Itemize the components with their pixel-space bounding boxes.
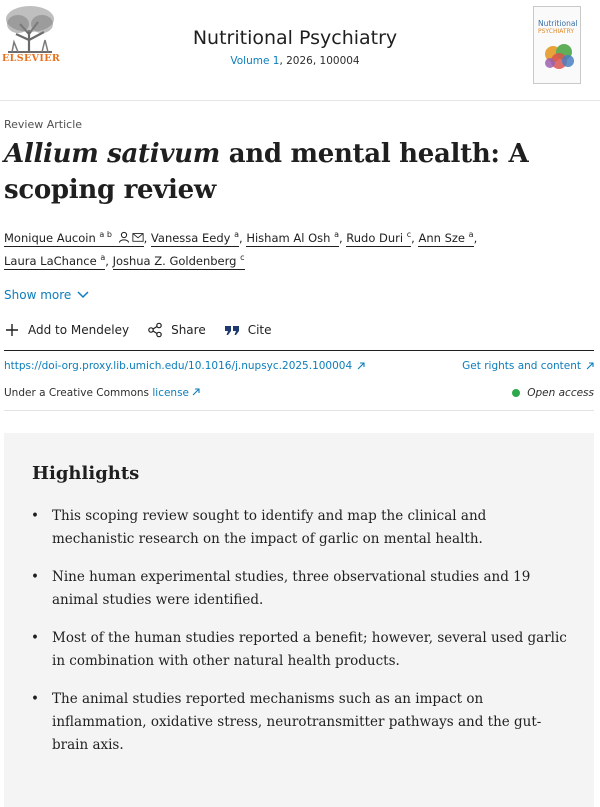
plus-icon [4, 322, 20, 338]
author-affiliation: a [334, 230, 339, 240]
article-title-rest: and mental health: A scoping review [4, 139, 529, 205]
volume-link[interactable]: Volume 1 [230, 55, 280, 67]
highlight-text: The animal studies reported mechanisms such as an impact on inflammation, oxidative stress, neurotransmitter pathways and the gut-brain axis. [52, 691, 542, 753]
open-access-badge [512, 387, 594, 399]
license-link-text: license [152, 387, 190, 399]
show-more-button[interactable] [4, 288, 89, 302]
cover-brain-art [540, 41, 578, 73]
add-to-mendeley-button[interactable] [4, 322, 129, 338]
share-label: Share [171, 323, 206, 337]
highlights-list [28, 505, 568, 772]
cover-subtitle: PSYCHIATRY [538, 28, 574, 35]
year-article-number: , 2026, 100004 [279, 55, 360, 67]
bullet-icon: • [31, 630, 39, 646]
article-title [4, 136, 594, 208]
author-name: Monique Aucoin [4, 231, 96, 245]
cover-title: Nutritional [538, 19, 578, 28]
author-affiliation: a b [99, 230, 112, 240]
author-affiliation: a [100, 253, 106, 263]
open-access-label: Open access [527, 387, 594, 399]
cite-button[interactable] [224, 322, 272, 338]
author-link[interactable] [4, 231, 144, 247]
doi-text: https://doi-org.proxy.lib.umich.edu/10.1016/j.nupsyc.2025.100004 [4, 360, 353, 372]
bullet-icon: • [31, 569, 39, 585]
author-link[interactable] [113, 254, 245, 270]
highlight-item [28, 688, 568, 757]
chevron-down-icon [77, 291, 89, 299]
quote-icon [224, 322, 240, 338]
highlight-item [28, 505, 568, 551]
elsevier-wordmark[interactable]: ELSEVIER [2, 53, 61, 64]
license-prefix: Under a Creative Commons [4, 387, 153, 399]
article-title-italic: Allium sativum [4, 139, 220, 169]
license-info [4, 387, 200, 399]
author-name: Joshua Z. Goldenberg [112, 254, 237, 268]
highlights-section [4, 433, 594, 807]
author-link[interactable] [346, 231, 411, 247]
highlight-item [28, 627, 568, 673]
author-name: Hisham Al Osh [246, 231, 331, 245]
open-access-dot-icon [512, 389, 520, 397]
share-button[interactable] [147, 322, 206, 338]
share-icon [147, 322, 163, 338]
highlight-item [28, 566, 568, 612]
highlights-title: Highlights [32, 463, 140, 484]
doi-link[interactable] [4, 360, 365, 372]
highlight-text: Nine human experimental studies, three observational studies and 19 animal studies were identified. [52, 569, 531, 608]
highlight-text: Most of the human studies reported a benefit; however, several used garlic in combination with other natural health products. [52, 630, 567, 669]
email-icon [132, 231, 144, 243]
section-divider [4, 350, 594, 351]
author-name: Vanessa Eedy [150, 231, 231, 245]
article-type: Review Article [4, 118, 83, 131]
author-name: Rudo Duri [346, 231, 404, 245]
license-row [4, 387, 594, 399]
show-more-label: Show more [4, 288, 72, 302]
journal-title[interactable]: Nutritional Psychiatry [192, 27, 398, 49]
author-affiliation: c [406, 230, 412, 240]
author-link[interactable] [418, 231, 473, 247]
journal-header [0, 0, 600, 101]
rights-text: Get rights and content [462, 360, 581, 372]
bullet-icon: • [31, 691, 39, 707]
external-link-icon [586, 362, 594, 370]
author-name: Ann Sze [418, 231, 465, 245]
section-divider [4, 410, 594, 411]
author-list: Monique Aucoin $^{a b}$ , Vanessa Eedy $^a$, Hisham Al Osh $^a$, Rudo Duri $^c$, Ann Sze $^a$, Laura LaChance $^a$, Joshua Z. Goldenberg $^c$ [4, 230, 478, 268]
doi-row [4, 360, 594, 372]
author-affiliation: a [234, 230, 240, 240]
author-link[interactable] [246, 231, 339, 247]
bullet-icon: • [31, 508, 39, 524]
license-link[interactable] [152, 387, 200, 399]
journal-cover-thumbnail[interactable] [533, 6, 581, 84]
author-link[interactable] [151, 231, 239, 247]
author-link[interactable] [4, 254, 105, 270]
mendeley-label: Add to Mendeley [28, 323, 130, 337]
external-link-icon [192, 388, 200, 396]
get-rights-link[interactable] [462, 360, 594, 372]
highlight-text: This scoping review sought to identify and map the clinical and mechanistic research on the impact of garlic on mental health. [52, 508, 487, 547]
person-icon [118, 231, 130, 243]
external-link-icon [357, 362, 365, 370]
author-affiliation: a [468, 230, 474, 240]
article-actions [4, 322, 290, 338]
cite-label: Cite [247, 323, 272, 337]
author-affiliation: c [240, 253, 245, 263]
author-name: Laura LaChance [4, 254, 97, 268]
journal-volume-info [150, 55, 440, 67]
